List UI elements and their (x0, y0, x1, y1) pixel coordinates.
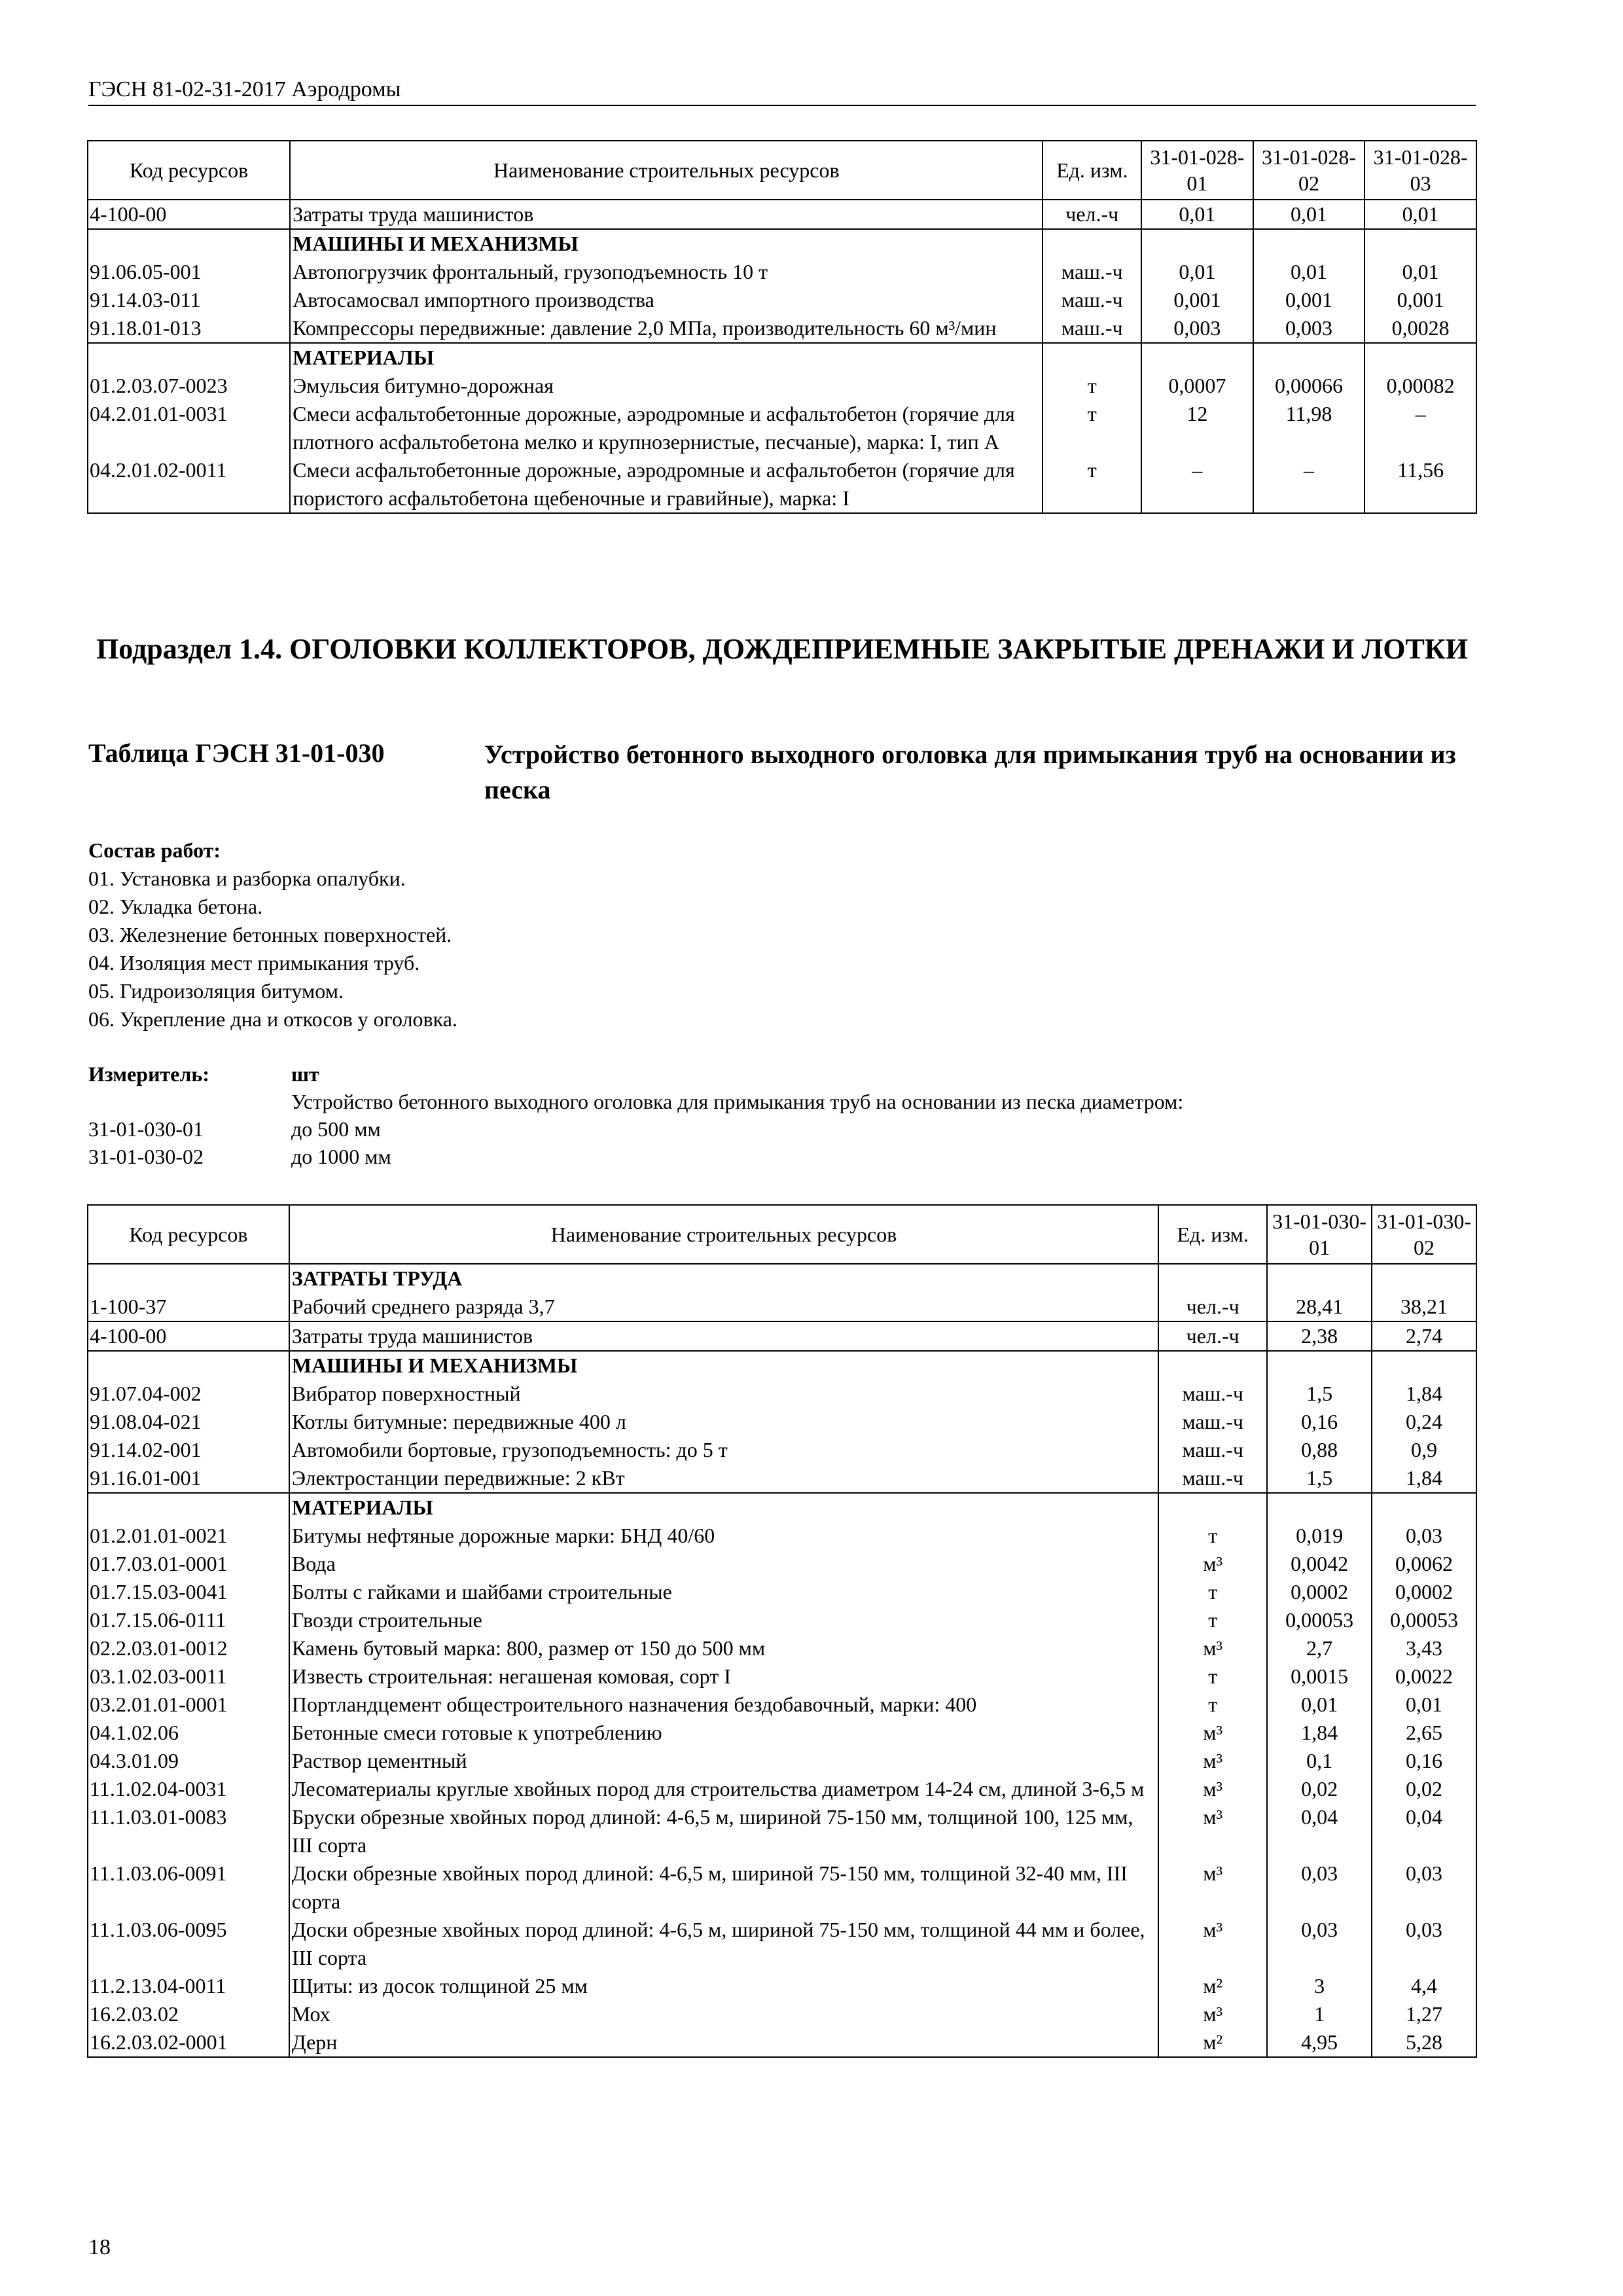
table-label: Таблица ГЭСН 31-01-030 (88, 738, 385, 768)
value-cell: 0,88 (1267, 1436, 1372, 1464)
value-cell: 0,01 (1141, 258, 1253, 286)
resource-name: Рабочий среднего разряда 3,7 (289, 1293, 1158, 1321)
value-cell: 0,01 (1253, 258, 1365, 286)
unit-cell: чел.-ч (1043, 200, 1141, 229)
table-row (88, 1775, 1476, 1803)
resource-code: 91.07.04-002 (88, 1380, 289, 1408)
unit-cell: т (1158, 1691, 1267, 1719)
work-item: 04. Изоляция мест примыкания труб. (88, 951, 420, 975)
value-cell: 0,03 (1267, 1916, 1372, 1972)
value-cell: – (1141, 456, 1253, 513)
value-cell (1372, 1351, 1476, 1380)
resource-table-030 (87, 1204, 1477, 2058)
table-row (88, 1747, 1476, 1775)
table-row (88, 1803, 1476, 1859)
works-heading: Состав работ: (88, 838, 221, 862)
column-header: 31-01-028-01 (1141, 141, 1253, 200)
value-cell: 0,001 (1253, 286, 1365, 314)
table-row (88, 314, 1476, 343)
resource-name: Смеси асфальтобетонные дорожные, аэродромные и асфальтобетон (горячие для плотного асфальтобетона мелко и крупнозернистые, песчаные), марка: I, тип А (290, 400, 1043, 456)
value-cell (1253, 343, 1365, 372)
table-body (88, 200, 1476, 513)
table-row (88, 1719, 1476, 1747)
resource-code: 03.2.01.01-0001 (88, 1691, 289, 1719)
resource-code: 03.1.02.03-0011 (88, 1662, 289, 1691)
resource-name: Компрессоры передвижные: давление 2,0 МПа, производительность 60 м³/мин (290, 314, 1043, 343)
value-cell: 0,03 (1372, 1916, 1476, 1972)
resource-name: Мох (289, 2000, 1158, 2028)
value-cell: 0,001 (1364, 286, 1476, 314)
resource-name: Камень бутовый марка: 800, размер от 150 до 500 мм (289, 1634, 1158, 1662)
unit-cell: т (1158, 1522, 1267, 1550)
meter-description: Устройство бетонного выходного оголовка для примыкания труб на основании из песка диаметром: (291, 1090, 1184, 1113)
value-cell: 11,98 (1253, 400, 1365, 456)
value-cell: 0,00066 (1253, 372, 1365, 400)
unit-cell: т (1043, 456, 1141, 513)
column-header: 31-01-028-02 (1253, 141, 1365, 200)
value-cell: 0,00053 (1372, 1606, 1476, 1634)
section-title: ЗАТРАТЫ ТРУДА (289, 1264, 1158, 1293)
resource-code: 01.7.15.06-0111 (88, 1606, 289, 1634)
table-row (88, 1436, 1476, 1464)
table-row (88, 1380, 1476, 1408)
value-cell: 0,01 (1253, 200, 1365, 229)
value-cell: 0,01 (1364, 200, 1476, 229)
resource-code: 4-100-00 (88, 1321, 289, 1351)
table-row (88, 1662, 1476, 1691)
resource-code: 91.18.01-013 (88, 314, 290, 343)
table-row (88, 1859, 1476, 1916)
value-cell: 0,00082 (1364, 372, 1476, 400)
resource-code: 04.3.01.09 (88, 1747, 289, 1775)
unit-cell (1043, 229, 1141, 258)
unit-cell: м² (1158, 2028, 1267, 2057)
value-cell: 3 (1267, 1972, 1372, 2000)
value-cell (1364, 229, 1476, 258)
resource-table-028 (87, 140, 1477, 514)
resource-name: Портландцемент общестроительного назначения бездобавочный, марки: 400 (289, 1691, 1158, 1719)
resource-code: 11.1.03.06-0095 (88, 1916, 289, 1972)
value-cell: 0,03 (1267, 1859, 1372, 1916)
norm-text: до 500 мм (291, 1117, 381, 1141)
value-cell: 0,0028 (1364, 314, 1476, 343)
resource-name: Битумы нефтяные дорожные марки: БНД 40/60 (289, 1522, 1158, 1550)
value-cell: 2,7 (1267, 1634, 1372, 1662)
resource-name: Вибратор поверхностный (289, 1380, 1158, 1408)
table-body (88, 1264, 1476, 2057)
value-cell: 12 (1141, 400, 1253, 456)
unit-cell: м³ (1158, 1634, 1267, 1662)
value-cell: 0,03 (1372, 1522, 1476, 1550)
value-cell: 28,41 (1267, 1293, 1372, 1321)
page-number: 18 (88, 2235, 111, 2259)
resource-code: 11.1.02.04-0031 (88, 1775, 289, 1803)
resource-code: 01.7.03.01-0001 (88, 1550, 289, 1578)
norm-code: 31-01-030-02 (88, 1145, 204, 1168)
code-cell (88, 1351, 289, 1380)
column-header: 31-01-030-01 (1267, 1205, 1372, 1264)
work-item: 01. Установка и разборка опалубки. (88, 867, 406, 890)
section-row (88, 343, 1476, 372)
column-header: 31-01-028-03 (1364, 141, 1476, 200)
value-cell: 0,003 (1253, 314, 1365, 343)
column-header: Наименование строительных ресурсов (290, 141, 1043, 200)
section-row (88, 1264, 1476, 1293)
table-row (88, 2000, 1476, 2028)
unit-cell: маш.-ч (1158, 1436, 1267, 1464)
value-cell: 0,16 (1267, 1408, 1372, 1436)
value-cell: 1,84 (1267, 1719, 1372, 1747)
unit-cell: м³ (1158, 2000, 1267, 2028)
resource-code: 16.2.03.02 (88, 2000, 289, 2028)
resource-code: 11.1.03.01-0083 (88, 1803, 289, 1859)
value-cell: 0,0062 (1372, 1550, 1476, 1578)
resource-code: 01.2.03.07-0023 (88, 372, 290, 400)
subsection-heading: Подраздел 1.4. ОГОЛОВКИ КОЛЛЕКТОРОВ, ДОЖДЕПРИЕМНЫЕ ЗАКРЫТЫЕ ДРЕНАЖИ И ЛОТКИ (96, 633, 1468, 665)
table-row (88, 1408, 1476, 1436)
resource-name: Автосамосвал импортного производства (290, 286, 1043, 314)
unit-cell: м³ (1158, 1747, 1267, 1775)
table-row (88, 1606, 1476, 1634)
section-row (88, 1493, 1476, 1522)
resource-name: Автомобили бортовые, грузоподъемность: до 5 т (289, 1436, 1158, 1464)
value-cell: 0,16 (1372, 1747, 1476, 1775)
value-cell (1141, 343, 1253, 372)
unit-cell: маш.-ч (1043, 258, 1141, 286)
norm-code: 31-01-030-01 (88, 1117, 204, 1141)
code-cell (88, 343, 290, 372)
column-header: Ед. изм. (1158, 1205, 1267, 1264)
value-cell: 0,01 (1364, 258, 1476, 286)
resource-name: Щиты: из досок толщиной 25 мм (289, 1972, 1158, 2000)
column-header: Код ресурсов (88, 141, 290, 200)
resource-name: Доски обрезные хвойных пород длиной: 4-6,5 м, шириной 75-150 мм, толщиной 44 мм и более, III сорта (289, 1916, 1158, 1972)
section-title: МАТЕРИАЛЫ (290, 343, 1043, 372)
work-composition (88, 836, 457, 1033)
resource-code: 02.2.03.01-0012 (88, 1634, 289, 1662)
resource-name: Бетонные смеси готовые к употреблению (289, 1719, 1158, 1747)
resource-name: Раствор цементный (289, 1747, 1158, 1775)
resource-name: Бруски обрезные хвойных пород длиной: 4-6,5 м, шириной 75-150 мм, толщиной 100, 125 мм, III сорта (289, 1803, 1158, 1859)
resource-name: Затраты труда машинистов (290, 200, 1043, 229)
resource-name: Гвозди строительные (289, 1606, 1158, 1634)
table-row (88, 372, 1476, 400)
resource-code: 11.2.13.04-0011 (88, 1972, 289, 2000)
value-cell (1267, 1351, 1372, 1380)
value-cell: 0,01 (1267, 1691, 1372, 1719)
resource-code: 4-100-00 (88, 200, 290, 229)
table-row (88, 200, 1476, 229)
unit-cell: м³ (1158, 1775, 1267, 1803)
unit-cell: маш.-ч (1043, 286, 1141, 314)
value-cell (1267, 1493, 1372, 1522)
value-cell: – (1253, 456, 1365, 513)
table-row (88, 1634, 1476, 1662)
value-cell: 0,24 (1372, 1408, 1476, 1436)
section-row (88, 229, 1476, 258)
value-cell: 0,0022 (1372, 1662, 1476, 1691)
table-row (88, 286, 1476, 314)
norm-text: до 1000 мм (291, 1145, 391, 1168)
meter-block (88, 1060, 1183, 1170)
resource-code: 91.08.04-021 (88, 1408, 289, 1436)
resource-code: 91.16.01-001 (88, 1464, 289, 1493)
column-header: Ед. изм. (1043, 141, 1141, 200)
resource-name: Известь строительная: негашеная комовая, сорт I (289, 1662, 1158, 1691)
value-cell: 0,001 (1141, 286, 1253, 314)
value-cell (1372, 1493, 1476, 1522)
resource-code: 01.7.15.03-0041 (88, 1578, 289, 1606)
resource-name: Вода (289, 1550, 1158, 1578)
meter-label: Измеритель: (88, 1062, 209, 1086)
value-cell: 1,84 (1372, 1464, 1476, 1493)
value-cell (1141, 229, 1253, 258)
table-row (88, 1550, 1476, 1578)
unit-cell: т (1158, 1578, 1267, 1606)
value-cell: 2,38 (1267, 1321, 1372, 1351)
unit-cell (1158, 1351, 1267, 1380)
column-header: Код ресурсов (88, 1205, 289, 1264)
unit-cell (1158, 1493, 1267, 1522)
table-row (88, 1972, 1476, 2000)
table-row (88, 258, 1476, 286)
code-cell (88, 229, 290, 258)
value-cell: 11,56 (1364, 456, 1476, 513)
unit-cell: т (1043, 400, 1141, 456)
value-cell: 1,27 (1372, 2000, 1476, 2028)
unit-cell: м³ (1158, 1803, 1267, 1859)
resource-name: Эмульсия битумно-дорожная (290, 372, 1043, 400)
value-cell: 1,5 (1267, 1380, 1372, 1408)
work-item: 02. Укладка бетона. (88, 895, 263, 918)
column-header: Наименование строительных ресурсов (289, 1205, 1158, 1264)
value-cell: 4,95 (1267, 2028, 1372, 2057)
unit-cell: чел.-ч (1158, 1321, 1267, 1351)
section-title: МАТЕРИАЛЫ (289, 1493, 1158, 1522)
column-header: 31-01-030-02 (1372, 1205, 1476, 1264)
value-cell: 2,74 (1372, 1321, 1476, 1351)
resource-name: Автопогрузчик фронтальный, грузоподъемность 10 т (290, 258, 1043, 286)
value-cell (1372, 1264, 1476, 1293)
resource-name: Котлы битумные: передвижные 400 л (289, 1408, 1158, 1436)
resource-code: 1-100-37 (88, 1293, 289, 1321)
section-title: МАШИНЫ И МЕХАНИЗМЫ (290, 229, 1043, 258)
value-cell (1267, 1264, 1372, 1293)
value-cell: 0,0002 (1372, 1578, 1476, 1606)
unit-cell: т (1043, 372, 1141, 400)
resource-name: Затраты труда машинистов (289, 1321, 1158, 1351)
table-row (88, 2028, 1476, 2057)
unit-cell: м³ (1158, 1719, 1267, 1747)
value-cell: 0,00053 (1267, 1606, 1372, 1634)
code-cell (88, 1493, 289, 1522)
resource-code: 04.2.01.02-0011 (88, 456, 290, 513)
resource-name: Доски обрезные хвойных пород длиной: 4-6,5 м, шириной 75-150 мм, толщиной 32-40 мм, III сорта (289, 1859, 1158, 1916)
table-row (88, 1293, 1476, 1321)
table-row (88, 400, 1476, 456)
value-cell: 0,0042 (1267, 1550, 1372, 1578)
resource-code: 91.06.05-001 (88, 258, 290, 286)
value-cell: 1,5 (1267, 1464, 1372, 1493)
unit-cell (1043, 343, 1141, 372)
unit-cell (1158, 1264, 1267, 1293)
table-header-row (88, 1205, 1476, 1264)
unit-cell: чел.-ч (1158, 1293, 1267, 1321)
value-cell: 0,03 (1372, 1859, 1476, 1916)
value-cell: 0,0015 (1267, 1662, 1372, 1691)
resource-code: 01.2.01.01-0021 (88, 1522, 289, 1550)
resource-name: Электростанции передвижные: 2 кВт (289, 1464, 1158, 1493)
running-header: ГЭСН 81-02-31-2017 Аэродромы (88, 77, 1476, 106)
table-row (88, 1916, 1476, 1972)
unit-cell: м³ (1158, 1550, 1267, 1578)
value-cell: 0,0007 (1141, 372, 1253, 400)
value-cell: 0,04 (1267, 1803, 1372, 1859)
value-cell (1364, 343, 1476, 372)
value-cell: 5,28 (1372, 2028, 1476, 2057)
table-row (88, 1464, 1476, 1493)
value-cell: 2,65 (1372, 1719, 1476, 1747)
section-row (88, 1351, 1476, 1380)
value-cell: 0,019 (1267, 1522, 1372, 1550)
value-cell: – (1364, 400, 1476, 456)
value-cell: 0,003 (1141, 314, 1253, 343)
value-cell: 0,1 (1267, 1747, 1372, 1775)
table-row (88, 1578, 1476, 1606)
unit-cell: маш.-ч (1158, 1380, 1267, 1408)
unit-cell: м² (1158, 1972, 1267, 2000)
value-cell (1253, 229, 1365, 258)
resource-code: 16.2.03.02-0001 (88, 2028, 289, 2057)
work-item: 06. Укрепление дна и откосов у оголовка. (88, 1007, 457, 1031)
value-cell: 0,02 (1267, 1775, 1372, 1803)
resource-name: Смеси асфальтобетонные дорожные, аэродромные и асфальтобетон (горячие для пористого асфальтобетона щебеночные и гравийные), марка: I (290, 456, 1043, 513)
value-cell: 0,01 (1372, 1691, 1476, 1719)
unit-cell: маш.-ч (1043, 314, 1141, 343)
resource-name: Лесоматериалы круглые хвойных пород для строительства диаметром 14-24 см, длиной 3-6,5 м (289, 1775, 1158, 1803)
section-title: МАШИНЫ И МЕХАНИЗМЫ (289, 1351, 1158, 1380)
unit-cell: т (1158, 1606, 1267, 1634)
resource-name: Дерн (289, 2028, 1158, 2057)
table-row (88, 1321, 1476, 1351)
unit-cell: маш.-ч (1158, 1408, 1267, 1436)
value-cell: 0,04 (1372, 1803, 1476, 1859)
unit-cell: м³ (1158, 1916, 1267, 1972)
resource-code: 04.1.02.06 (88, 1719, 289, 1747)
work-item: 05. Гидроизоляция битумом. (88, 979, 344, 1003)
resource-code: 11.1.03.06-0091 (88, 1859, 289, 1916)
table-row (88, 1522, 1476, 1550)
unit-cell: т (1158, 1662, 1267, 1691)
resource-code: 04.2.01.01-0031 (88, 400, 290, 456)
work-item: 03. Железнение бетонных поверхностей. (88, 923, 452, 946)
unit-cell: м³ (1158, 1859, 1267, 1916)
code-cell (88, 1264, 289, 1293)
value-cell: 0,0002 (1267, 1578, 1372, 1606)
table-row (88, 456, 1476, 513)
resource-code: 91.14.02-001 (88, 1436, 289, 1464)
value-cell: 0,02 (1372, 1775, 1476, 1803)
resource-name: Болты с гайками и шайбами строительные (289, 1578, 1158, 1606)
value-cell: 38,21 (1372, 1293, 1476, 1321)
table-title: Устройство бетонного выходного оголовка для примыкания труб на основании из песка (484, 740, 1456, 804)
value-cell: 4,4 (1372, 1972, 1476, 2000)
value-cell: 1,84 (1372, 1380, 1476, 1408)
unit-cell: маш.-ч (1158, 1464, 1267, 1493)
value-cell: 0,01 (1141, 200, 1253, 229)
value-cell: 3,43 (1372, 1634, 1476, 1662)
meter-unit: шт (291, 1062, 319, 1086)
resource-code: 91.14.03-011 (88, 286, 290, 314)
value-cell: 1 (1267, 2000, 1372, 2028)
table-header-row (88, 141, 1476, 200)
value-cell: 0,9 (1372, 1436, 1476, 1464)
table-row (88, 1691, 1476, 1719)
